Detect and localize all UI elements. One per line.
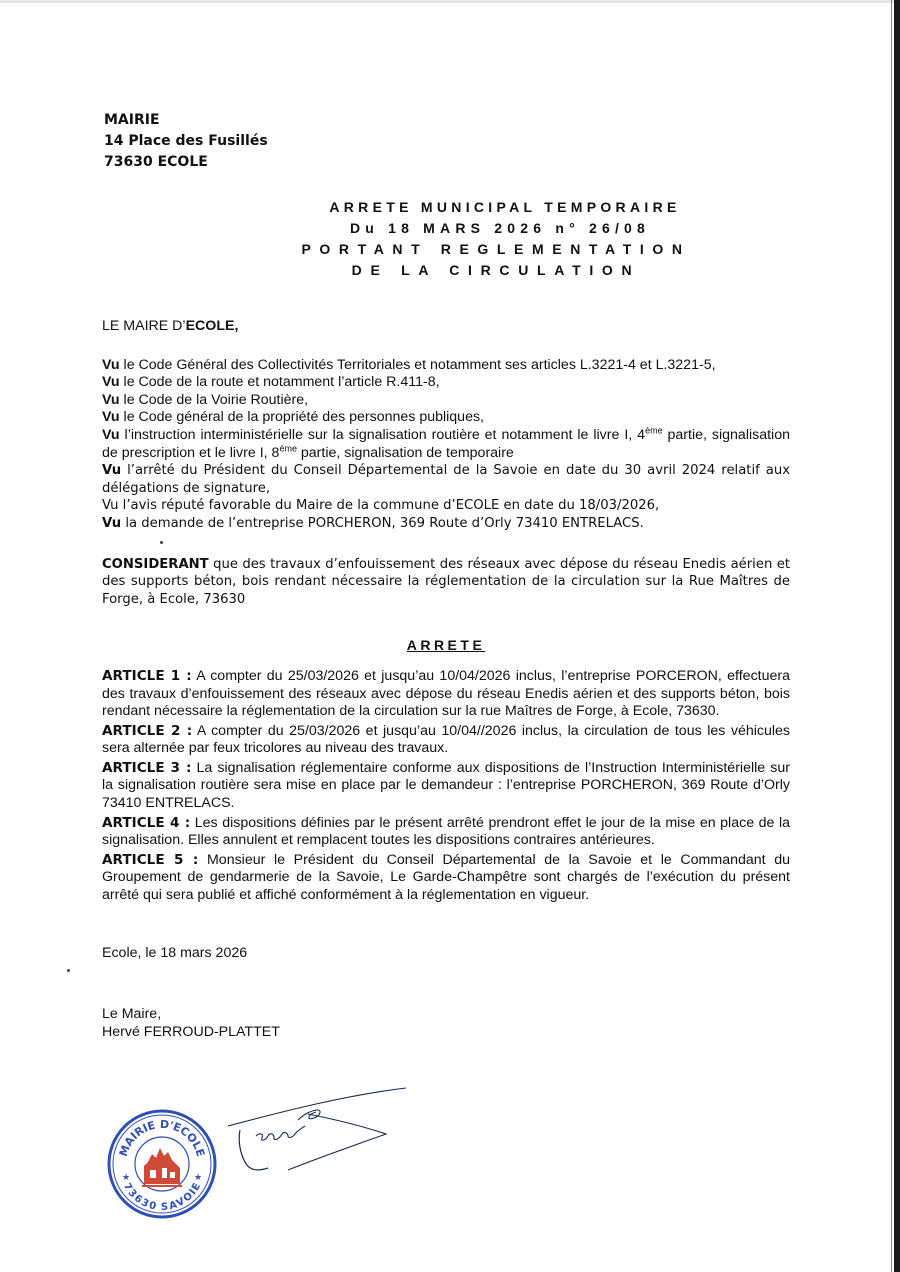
vu-keyword: Vu (102, 515, 122, 531)
vu-text: la demande de l’entreprise PORCHERON, 369 Route d’Orly 73410 ENTRELACS. (121, 515, 644, 531)
vu-item (102, 374, 790, 392)
article-text: A compter du 25/03/2026 et jusqu’au 10/04/2026 inclus, l’entreprise PORCERON, effectuera des travaux d’enfouissement des réseaux avec dépose du réseau Enedis aérien et des supports béton, bois rendant nécessaire la réglementation de la circulation sur la rue Maîtres de Forge, à Ecole, 73630. (102, 667, 790, 720)
vu-text: le Code de la route et notamment l’article R.411-8, (119, 374, 440, 391)
stamp-top-text: MAIRIE D'ECOLE (116, 1117, 208, 1159)
vu-list (102, 357, 790, 533)
article-keyword: ARTICLE 5 : (102, 851, 199, 868)
stamp-emblem (142, 1148, 182, 1186)
vu-keyword: Vu (102, 426, 120, 443)
address-line: 73630 ECOLE (104, 154, 208, 170)
article (102, 668, 790, 721)
title-line: Du 18 MARS 2026 n° 26/08 (349, 220, 651, 236)
signatory-role: Le Maire, (102, 1006, 162, 1023)
article (102, 760, 790, 813)
vu-keyword: Vu (102, 409, 120, 426)
signatory-name: Hervé FERROUD-PLATTET (102, 1023, 280, 1040)
stamp-star-left: ★ (122, 1173, 131, 1183)
vu-text: partie, signalisation de prescription et le livre I, 8 (102, 426, 790, 461)
signature-block (102, 1006, 790, 1041)
vu-text: partie, signalisation de temporaire (296, 444, 514, 461)
article-keyword: ARTICLE 3 : (102, 759, 192, 776)
title-line: PORTANT REGLEMENTATION (301, 241, 691, 257)
address-line: MAIRIE (104, 112, 160, 128)
arrete-heading-text: ARRETE (406, 637, 486, 654)
vu-item (102, 392, 790, 410)
vu-text: l’arrêté du Président du Conseil Départemental de la Savoie en date du 30 avril 2024 relatif aux délégations de signature, (102, 463, 790, 496)
article-text: A compter du 25/03/2026 et jusqu’au 10/04//2026 inclus, la circulation de tous les véhicules sera alternée par feux tricolores au niveau des travaux. (102, 722, 790, 757)
vu-item (102, 497, 790, 515)
stamp-star-right: ★ (194, 1173, 203, 1183)
vu-item (102, 357, 790, 375)
scan-right-edge (894, 0, 900, 1272)
vu-text: l’instruction interministérielle sur la signalisation routière et notamment le livre I, 4 (119, 426, 646, 443)
sender-address (104, 110, 268, 173)
scan-top-edge (0, 0, 900, 3)
article-text: La signalisation réglementaire conforme aux dispositions de l’Instruction Interministérielle sur la signalisation routière sera mise en place par le demandeur : l’entreprise PORCHERON, 369 Route d’Orly 73410 ENTRELACS. (102, 759, 790, 812)
considerant-text: que des travaux d’enfouissement des réseaux avec dépose du réseau Enedis aérien et des supports béton, bois rendant nécessaire la réglementation de la circulation sur la Rue Maîtres de Forge, à Ecole, 73630 (102, 556, 790, 607)
scan-speck (160, 541, 163, 544)
article (102, 815, 790, 850)
scan-right-edge-line (891, 0, 892, 1272)
date-line: Ecole, le 18 mars 2026 (102, 944, 248, 961)
superscript: ème (279, 442, 297, 453)
vu-keyword: Vu (102, 374, 120, 391)
superscript: ème (645, 425, 663, 436)
vu-text: le Code de la Voirie Routière, (119, 391, 309, 408)
vu-item (102, 462, 790, 497)
handwritten-signature (228, 1080, 418, 1180)
vu-keyword: Vu (102, 391, 120, 408)
vu-keyword: Vu (102, 463, 122, 479)
title-line: DE LA CIRCULATION (351, 262, 641, 278)
article-text: Monsieur le Président du Conseil Départemental de la Savoie et le Commandant du Groupement de gendarmerie de la Savoie, Le Garde-Champêtre sont chargés de l’exécution du présent arrêté qui sera publié et affiché conformément à la réglementation en vigueur. (102, 851, 790, 904)
vu-text: le Code général de la propriété des personnes publiques, (119, 409, 485, 426)
article-keyword: ARTICLE 2 : (102, 722, 193, 739)
maire-heading (102, 318, 790, 336)
document-title (0, 197, 900, 281)
vu-text: Vu l’avis réputé favorable du Maire de la commune d’ECOLE en date du 18/03/2026, (102, 498, 660, 514)
article-keyword: ARTICLE 1 : (102, 667, 192, 684)
article (102, 852, 790, 905)
considerant-paragraph (102, 556, 790, 609)
article (102, 723, 790, 758)
vu-item (102, 427, 790, 462)
arrete-heading (102, 637, 790, 655)
stamp-bottom-text: 73630 SAVOIE (120, 1181, 204, 1214)
title-line: ARRETE MUNICIPAL TEMPORAIRE (329, 199, 681, 215)
vu-item (102, 409, 790, 427)
maire-name: ECOLE, (185, 318, 239, 334)
article-keyword: ARTICLE 4 : (102, 814, 191, 831)
articles-list (102, 668, 790, 905)
vu-text: le Code Général des Collectivités Territoriales et notamment ses articles L.3221-4 et L.3221-5, (119, 356, 716, 373)
vu-keyword: Vu (102, 356, 120, 373)
document-body (102, 318, 790, 1041)
scan-speck (67, 969, 70, 972)
mairie-stamp (106, 1108, 218, 1220)
maire-prefix: LE MAIRE D’ (102, 318, 186, 334)
address-line: 14 Place des Fusillés (104, 133, 268, 149)
vu-item (102, 515, 790, 533)
article-text: Les dispositions définies par le présent arrêté prendront effet le jour de la mise en place de la signalisation. Elles annulent et remplacent toutes les dispositions contraires antérieures. (102, 814, 791, 849)
considerant-keyword: CONSIDERANT (102, 556, 209, 572)
